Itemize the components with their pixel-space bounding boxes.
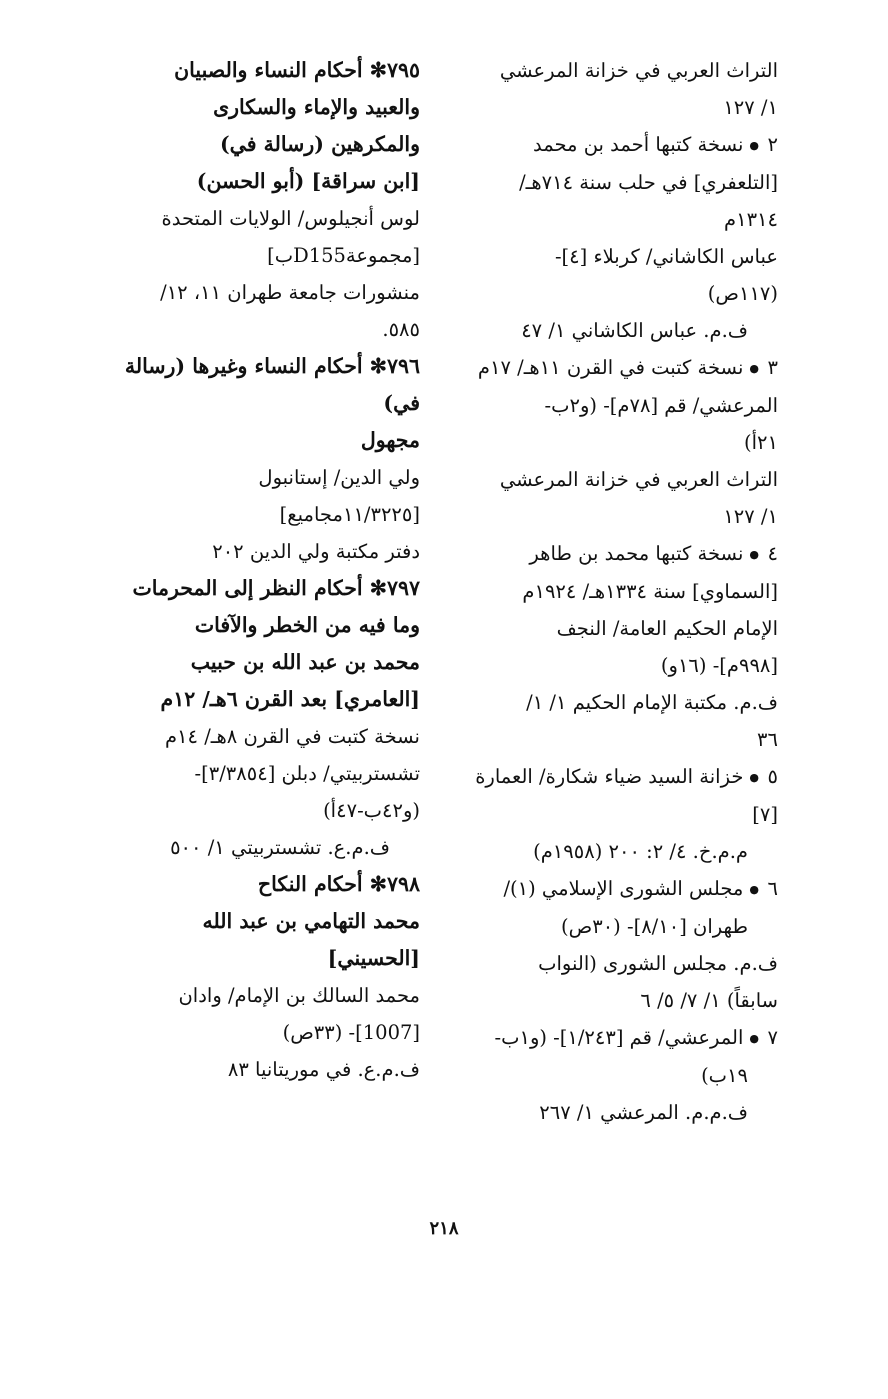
item-line: ف.م.م. المرعشي ١/ ٢٦٧ [539, 1101, 748, 1124]
entry-detail: [1007]- (٣٣ص) [282, 1021, 420, 1044]
item-line: [التلعفري] في حلب سنة ٧١٤هـ/ [519, 171, 778, 194]
bullet-icon: ● [749, 548, 759, 561]
entry-title: والمكرهين (رسالة في) [219, 132, 420, 156]
item-line: ١٩ب) [701, 1064, 748, 1087]
item-line: (١١٧ص) [707, 282, 778, 305]
item-line: ١٣١٤م [724, 208, 778, 231]
item-line: ٣٦ [757, 728, 778, 751]
entry-title: أحكام النساء والصبيان [174, 58, 363, 82]
item-line: نسخة كتبت في القرن ١١هـ/ ١٧م [477, 356, 744, 379]
page-number: ٢١٨ [429, 1218, 459, 1239]
asterisk-icon: ✻ [369, 872, 387, 896]
item-line: عباس الكاشاني/ كربلاء [٤]- [554, 245, 778, 268]
item-number: ٧ [767, 1026, 778, 1049]
item-line: [السماوي] سنة ١٣٣٤هـ/ ١٩٢٤م [522, 580, 778, 603]
item-line: المرعشي/ قم [١/٢٤٣]- (و١ب- [494, 1026, 744, 1049]
entry-author: محمد التهامي بن عبد الله [202, 909, 420, 933]
bullet-icon: ● [749, 139, 759, 152]
item-number: ٤ [767, 542, 778, 565]
entry-detail: [مجموعةD155ب] [267, 244, 420, 267]
entry-detail: ف.م.ع. في موريتانيا ٨٣ [227, 1058, 420, 1081]
entry-detail: محمد السالك بن الإمام/ وادان [178, 984, 420, 1007]
entry-author: مجهول [360, 428, 420, 452]
entry-number: ٧٩٧ [386, 576, 420, 600]
bullet-icon: ● [749, 362, 759, 375]
entry-number: ٧٩٥ [386, 58, 420, 82]
manuscript-item [468, 535, 778, 758]
bullet-icon: ● [749, 1032, 759, 1045]
manuscript-item [468, 126, 778, 349]
item-number: ٢ [767, 133, 778, 156]
entry-detail: تشستربيتي/ دبلن [٣/٣٨٥٤]- [194, 762, 420, 785]
continuation-line: التراث العربي في خزانة المرعشي [499, 59, 778, 82]
bullet-icon: ● [749, 883, 759, 896]
catalog-entry [80, 866, 420, 1088]
bullet-icon: ● [749, 771, 759, 784]
manuscript-item [468, 1019, 778, 1131]
entry-detail: نسخة كتبت في القرن ٨هـ/ ١٤م [164, 725, 420, 748]
left-column [80, 52, 420, 1088]
item-line: ٢١أ) [744, 431, 778, 454]
entry-author: [العامري] بعد القرن ٦هـ/ ١٢م [160, 687, 420, 711]
catalog-entry [80, 570, 420, 866]
item-line: [٧] [752, 803, 778, 826]
asterisk-icon: ✻ [369, 58, 387, 82]
catalog-entry [80, 52, 420, 348]
entry-number: ٧٩٦ [386, 354, 420, 378]
entry-detail: ف.م.ع. تشستربيتي ١/ ٥٠٠ [170, 836, 390, 859]
entry-title: في) [383, 391, 420, 415]
item-number: ٥ [767, 765, 778, 788]
entry-detail: دفتر مكتبة ولي الدين ٢٠٢ [212, 540, 420, 563]
item-line: التراث العربي في خزانة المرعشي [499, 468, 778, 491]
item-line: نسخة كتبها أحمد بن محمد [532, 133, 744, 156]
manuscript-item [468, 758, 778, 870]
item-line: [٩٩٨م]- (١٦و) [660, 654, 778, 677]
continuation-line: ١/ ١٢٧ [723, 96, 778, 119]
item-line: سابقاً) ١/ ٧/ ٥/ ٦ [640, 989, 778, 1012]
manuscript-item [468, 349, 778, 535]
entry-author: [ابن سراقة] (أبو الحسن) [196, 169, 420, 193]
item-line: الإمام الحكيم العامة/ النجف [556, 617, 778, 640]
item-line: نسخة كتبها محمد بن طاهر [529, 542, 744, 565]
asterisk-icon: ✻ [369, 576, 387, 600]
entry-detail: ولي الدين/ إستانبول [258, 466, 420, 489]
item-line: مجلس الشورى الإسلامي (١)/ [503, 877, 744, 900]
entry-title: أحكام النكاح [257, 872, 363, 896]
manuscript-item [468, 870, 778, 1019]
asterisk-icon: ✻ [369, 354, 387, 378]
item-line: ١/ ١٢٧ [723, 505, 778, 528]
item-number: ٣ [767, 356, 778, 379]
entry-detail: ٥٨٥. [382, 318, 420, 341]
entry-title: والعبيد والإماء والسكارى [213, 95, 420, 119]
entry-detail: منشورات جامعة طهران ١١، ١٢/ [160, 281, 420, 304]
entry-number: ٧٩٨ [386, 872, 420, 896]
item-line: ف.م. مجلس الشورى (النواب [538, 952, 778, 975]
item-number: ٦ [767, 877, 778, 900]
item-line: طهران [٨/١٠]- (٣٠ص) [561, 915, 748, 938]
entry-detail: لوس أنجيلوس/ الولايات المتحدة [161, 207, 420, 230]
entry-detail: [١١/٣٢٢٥مجاميع] [279, 503, 420, 526]
right-column [468, 52, 778, 1131]
entry-title: وما فيه من الخطر والآفات [194, 613, 420, 637]
item-line: خزانة السيد ضياء شكارة/ العمارة [475, 765, 744, 788]
entry-title: أحكام النساء وغيرها (رسالة [124, 354, 363, 378]
entry-author: محمد بن عبد الله بن حبيب [190, 650, 420, 674]
item-line: ف.م. مكتبة الإمام الحكيم ١/ ١/ [526, 691, 778, 714]
entry-author: [الحسيني] [327, 946, 420, 970]
catalog-entry [80, 348, 420, 570]
item-line: ف.م. عباس الكاشاني ١/ ٤٧ [521, 319, 748, 342]
item-line: م.م.خ. ٤/ ٢: ٢٠٠ (١٩٥٨م) [533, 840, 748, 863]
item-line: المرعشي/ قم [٧٨م]- (و٢ب- [544, 394, 778, 417]
entry-detail: (و٤٢ب-٤٧أ) [323, 799, 420, 822]
entry-title: أحكام النظر إلى المحرمات [132, 576, 363, 600]
